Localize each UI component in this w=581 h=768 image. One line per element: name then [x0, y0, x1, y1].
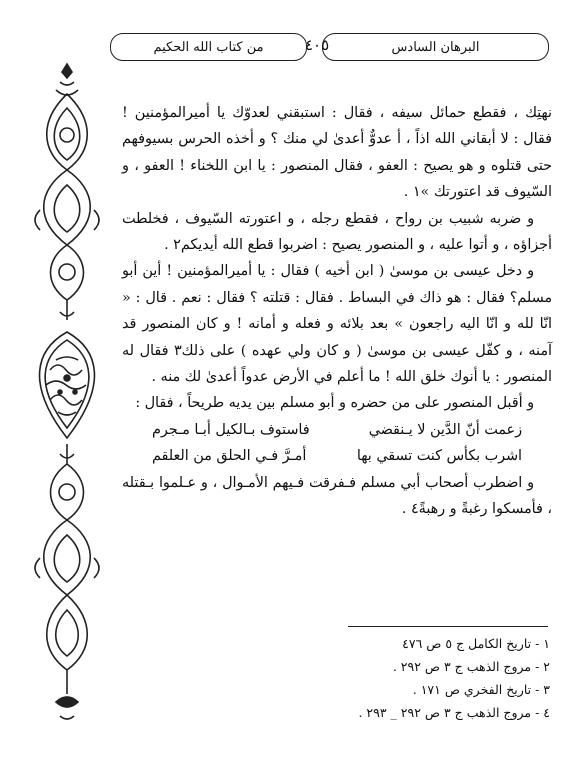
verse-second-hemistich: فاستوف بـالكيل أبـا مـجرم: [152, 421, 310, 438]
footnote: ٤ - مروج الذهب ج ٣ ص ٢٩٢ _ ٢٩٣ .: [358, 705, 550, 720]
verse-first-hemistich: زعمت أنّ الدَّين لا يـنقضي: [368, 421, 522, 438]
verse-first-hemistich: اشرب بكأس كنت تسقي بها: [356, 448, 522, 465]
paragraph: نهتِك ، فقطع حمائل سيفه ، فقال : استبقني لعدوّك يا أميرالمؤمنين ! فقال : لا أبقاني الله اذاً ، أ عدوٌّ أعدىٰ لي منك ؟ و أخذه الحرس بسيوفهم حتى قتلوه و هو يصيح : العفو ، فقال المنصور : يا ابن اللخناء ! العفو ، و السّيوف قد اعتورتك »١ .: [122, 105, 552, 201]
main-text-body: [122, 100, 552, 523]
verse-second-hemistich: أمـرَّ فـي الحلق من العلقم: [152, 448, 307, 465]
header-left-title: من كتاب الله الحكيم: [153, 39, 264, 55]
header-right-title-box: [322, 33, 549, 61]
footnote: ١ - تاريخ الكامل ج ٥ ص ٤٧٦: [402, 636, 550, 651]
header-left-title-box: [110, 33, 307, 61]
header-right-title: البرهان السادس: [391, 39, 480, 55]
footnote-divider: [348, 626, 548, 627]
bottom-ornament-icon: [20, 440, 114, 740]
paragraph: و اضطرب أصحاب أبي مسلم فـفرقت فـيهم الأمـوال ، و عـلموا بـقتله ، فأمسكوا رغبةً و رهبةً٤ .: [122, 474, 552, 518]
page-number: ٤٠٥: [305, 36, 330, 54]
paragraph: و دخل عيسى بن موسىٰ ( ابن أخيه ) فقال : يا أميرالمؤمنين ! أين أبو مسلم؟ فقال : هو ذاك في البساط . فقال : قتلته ؟ فقال : نعم . قال : « انّا لله و انّا اليه راجعون » بعد بلائه و فعله و أمانه ! و كان المنصور قد آمنه ، و كفّل عيسى بن موسىٰ ( و كان ولي عهده ) على ذلك٣ فقال له المنصور : يا أنوك خلق الله ! ما أعلم في الأرض عدواً أعدىٰ لك منه .: [122, 263, 552, 386]
top-ornament-icon: [20, 60, 114, 330]
poem-verse: [122, 417, 552, 443]
paragraph: و ضربه شبيب بن رواح ، فقطع رجله ، و اعتورته السّيوف ، فخلطت أجزاؤه ، و أتوا عليه ، و المنصور يصيح : اضربوا قطع الله أيديكم٢ .: [122, 210, 552, 254]
footnotes: [250, 632, 550, 724]
paragraph: و أقبل المنصور على من حضره و أبو مسلم بين يديه طريحاً ، فقال :: [135, 395, 534, 412]
central-calligraphy-medallion-icon: [20, 330, 114, 440]
poem-verse: [122, 443, 552, 469]
footnote: ٢ - مروج الذهب ج ٣ ص ٢٩٢ .: [392, 659, 550, 674]
footnote: ٣ - تاريخ الفخري ص ١٧١ .: [412, 682, 550, 697]
